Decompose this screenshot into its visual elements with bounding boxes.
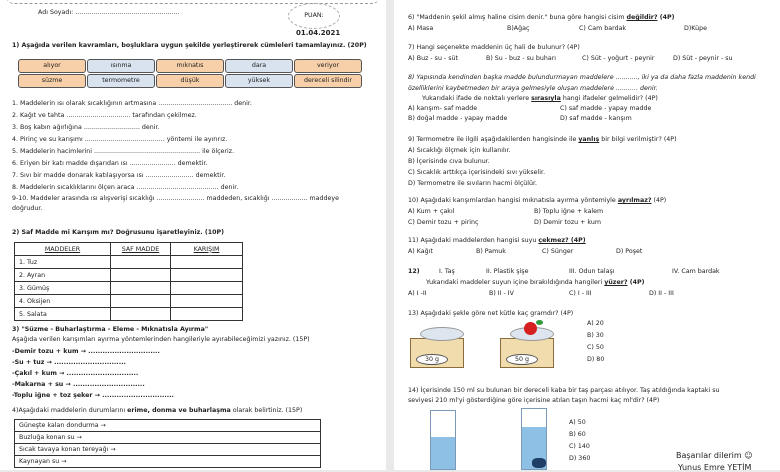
q11-question — [408, 237, 586, 244]
answer-option: C) Demir tozu + pirinç — [408, 219, 479, 226]
answer-option: A) Kum + çakıl — [408, 208, 455, 215]
answer-option: A) I -II — [408, 290, 427, 297]
q9-key: yanlış — [578, 136, 600, 143]
q10-question — [408, 197, 666, 204]
q3-item: -Toplu iğne + toz şeker → .............................. — [12, 392, 174, 399]
q4-title-post: olarak belirtiniz. (15P) — [230, 407, 303, 414]
q11-text: 11) Aşağıdaki maddelerden hangisi suyu — [408, 237, 539, 244]
answer-option: B) 30 — [587, 332, 604, 339]
q11-key: çekmez? (4P) — [538, 237, 586, 244]
substance-cell: 3. Gümüş — [15, 282, 111, 295]
q3-subtitle: Aşağıda verilen karışımları ayırma yöntemlerinden hangileriyle ayırabileceğimizi yazınız. (15P) — [12, 336, 310, 343]
substance-cell: 2. Ayran — [15, 269, 111, 282]
answer-option: B)Ağaç — [507, 25, 530, 32]
answer-option: D) Süt - peynir - su — [673, 55, 733, 62]
checkbox-cell[interactable] — [171, 295, 243, 308]
checkbox-cell[interactable] — [111, 282, 171, 295]
q13-question: 13) Aşağıdaki şekle göre net kütle kaç gramdır? (4P) — [408, 310, 574, 317]
answer-option: C) Sıcaklık arttıkça içerisindeki sıvı yükselir. — [408, 169, 546, 176]
q4-table — [14, 419, 321, 468]
q14-line2: seviyesi 210 ml'yi gösterdiğine göre içerisine atılan taşın hacmi kaç ml'dir? (4P) — [408, 397, 660, 404]
apple-icon — [524, 322, 537, 335]
answer-option: A) Kağıt — [408, 248, 433, 255]
right-page — [394, 0, 780, 470]
q1-item: doğrudur. — [12, 205, 43, 212]
q9-points: bir bilgi verilmiştir? (4P) — [599, 136, 677, 143]
q6-question — [408, 14, 674, 21]
q8-line2: özelliklerini kaybetmeden bir araya gelmesiyle oluşan maddelere ........... denir. — [408, 85, 658, 92]
q1-item: 2. Kağıt ve tahta ................................ tarafından çekilmez. — [12, 112, 197, 119]
q1-item: 4. Pirinç ve su karışımı ........................................ yöntemi ile ayırırız. — [12, 136, 228, 143]
answer-option: D) Termometre ile sıvıların hacmi ölçülür. — [408, 180, 538, 187]
answer-option: B) doğal madde - yapay madde — [408, 115, 508, 122]
scale-reading: 30 g — [416, 354, 448, 365]
q1-item: 8. Maddelerin sıcaklıklarını ölçen araca ......................................... denir. — [12, 184, 239, 191]
stone-icon — [532, 458, 546, 468]
q12-item: II. Plastik şişe — [486, 268, 529, 275]
substance-cell: 5. Salata — [15, 308, 111, 321]
q12-text: Yukarıdaki maddeler suyun içine bırakıldığında hangileri — [426, 279, 605, 286]
answer-option: C) saf madde - yapay madde — [560, 105, 652, 112]
answer-option: D) Demir tozu + kum — [534, 219, 601, 226]
q8-text: Yukarıdaki ifade de noktalı yerlere — [422, 95, 532, 102]
exam-date: 01.04.2021 — [296, 29, 341, 37]
q12-item: 12) — [408, 268, 420, 275]
q6-key: değildir? — [626, 14, 658, 21]
state-cell: Sıcak tavaya konan tereyağı → — [15, 444, 321, 456]
checkbox-cell[interactable] — [171, 308, 243, 321]
col-header: SAF MADDE — [111, 243, 171, 256]
score-label: PUAN: — [304, 12, 324, 19]
word-chip: termometre — [87, 74, 155, 88]
q10-text: 10) Aşağıdaki karışımlardan hangisi mıknatısla ayırma yöntemiyle — [408, 197, 618, 204]
answer-option: D) saf madde - karışım — [560, 115, 632, 122]
q12-points: (4P) — [627, 279, 645, 286]
q6-points: (4P) — [657, 14, 675, 21]
answer-option: A) 20 — [587, 320, 604, 327]
answer-option: B) Toplu iğne + kalem — [534, 208, 604, 215]
word-chip: alıyor — [18, 59, 86, 73]
scale-reading: 50 g — [506, 354, 538, 365]
checkbox-cell[interactable] — [171, 269, 243, 282]
answer-option: C) I - III — [569, 290, 592, 297]
checkbox-cell[interactable] — [111, 256, 171, 269]
q12-item: I. Taş — [439, 268, 455, 275]
answer-option: D) 360 — [569, 455, 591, 462]
table-row — [15, 308, 243, 321]
answer-option: A) Masa — [408, 25, 434, 32]
table-row — [15, 269, 243, 282]
q12-item: III. Odun talaşı — [569, 268, 615, 275]
q4-title-bold: erime, donma ve buharlaşma — [127, 407, 231, 414]
word-chip: mıknatıs — [156, 59, 224, 73]
table-row — [15, 295, 243, 308]
checkbox-cell[interactable] — [171, 282, 243, 295]
q3-title: 3) "Süzme - Buharlaştırma - Eleme - Mıknatısla Ayırma" — [12, 326, 209, 333]
q1-item: 5. Maddelerin hacimlerini ..................................................... ile ölçeriz. — [12, 148, 235, 155]
substance-cell: 1. Tuz — [15, 256, 111, 269]
q2-table — [14, 242, 243, 321]
q10-key: ayrılmaz? — [617, 197, 652, 204]
q4-title — [12, 407, 302, 414]
state-cell: Güneşte kalan dondurma → — [15, 420, 321, 432]
answer-option: C) 140 — [569, 443, 590, 450]
word-chip: dara — [225, 59, 293, 73]
q12-key: yüzer? — [604, 279, 628, 286]
answer-option: A) 50 — [569, 419, 586, 426]
q8-question — [422, 95, 658, 102]
answer-option: C) 50 — [587, 344, 604, 351]
checkbox-cell[interactable] — [111, 308, 171, 321]
checkbox-cell[interactable] — [111, 269, 171, 282]
q8-line1: 8) Yapısında kendinden başka madde bulundurmayan maddelere ..........., iki ya da daha fazla maddenin kendi — [408, 74, 756, 81]
answer-option: B) Su - buz - su buharı — [486, 55, 557, 62]
answer-option: C) Süt - yoğurt - peynir — [582, 55, 655, 62]
word-chip: ısınma — [87, 59, 155, 73]
q8-points: hangi ifadeler gelmelidir? (4P) — [560, 95, 658, 102]
q9-question — [408, 136, 677, 143]
answer-option: B) İçerisinde cıva bulunur. — [408, 158, 490, 165]
q12-item: IV. Cam bardak — [672, 268, 720, 275]
answer-option: C) Cam bardak — [579, 25, 627, 32]
score-box — [288, 3, 340, 29]
checkbox-cell[interactable] — [111, 295, 171, 308]
q1-item: 7. Sıvı bir madde donarak katılaşıyorsa ısı ........................ demektir. — [12, 172, 226, 179]
answer-option: D) II - III — [649, 290, 674, 297]
q3-item: -Makarna + su → .............................. — [12, 381, 145, 388]
state-cell: Kaynayan su → — [15, 456, 321, 468]
table-row — [15, 420, 321, 432]
table-row — [15, 282, 243, 295]
q3-item: -Demir tozu + kum → .............................. — [12, 348, 160, 355]
col-header: MADDELER — [15, 243, 111, 256]
answer-option: A) Sıcaklığı ölçmek için kullanılır. — [408, 147, 511, 154]
answer-option: B) II - IV — [489, 290, 514, 297]
substance-cell: 4. Oksijen — [15, 295, 111, 308]
q3-item: -Su + tuz → .............................. — [12, 359, 126, 366]
q1-item: 1. Maddelerin ısı olarak sıcaklığının artmasına ..................................... denir. — [12, 100, 252, 107]
answer-option: A) karışım- saf madde — [408, 105, 478, 112]
name-field: Adı Soyadı: .................................................... — [38, 9, 180, 16]
q12-question — [426, 279, 644, 286]
q2-title: 2) Saf Madde mi Karışım mı? Doğrusunu işaretleyiniz. (10P) — [12, 229, 224, 236]
q10-points: (4P) — [651, 197, 667, 204]
answer-option: B) 60 — [569, 431, 586, 438]
word-chip: veriyor — [294, 59, 362, 73]
answer-option: A) Buz - su - süt — [408, 55, 458, 62]
table-row — [15, 432, 321, 444]
q4-title-pre: 4)Aşağıdaki maddelerin durumlarını — [12, 407, 128, 414]
cylinder-before-icon — [430, 410, 456, 470]
word-bank — [18, 59, 362, 88]
table-row — [15, 456, 321, 468]
q8-key: sırasıyla — [531, 95, 561, 102]
answer-option: D)Küpe — [684, 25, 707, 32]
q6-text: 6) "Maddenin şekil almış haline cisim denir." buna göre hangisi cisim — [408, 14, 627, 21]
q9-text: 9) Termometre ile ilgili aşağıdakilerden hangisinde ile — [408, 136, 579, 143]
word-chip: süzme — [18, 74, 86, 88]
q1-title: 1) Aşağıda verilen kavramları, boşluklara uygun şekilde yerleştirerek cümleleri tamamlayınız. (20P) — [12, 42, 367, 49]
table-row — [15, 256, 243, 269]
word-chip: dereceli silindir — [294, 74, 362, 88]
checkbox-cell[interactable] — [171, 256, 243, 269]
q3-item: -Çakıl + kum → .............................. — [12, 370, 139, 377]
q7-question: 7) Hangi seçenekte maddenin üç hali de bulunur? (4P) — [408, 44, 580, 51]
state-cell: Buzluğa konan su → — [15, 432, 321, 444]
q1-item: 6. Eriyen bir katı madde dışarıdan ısı ....................... demektir. — [12, 160, 208, 167]
author-name: Yunus Emre YETİM — [678, 463, 752, 472]
q1-item: 3. Boş kabın ağırlığına ............................ denir. — [12, 124, 160, 131]
q1-item: 9-10. Maddeler arasında ısı alışverişi sıcaklığı ........................ maddeden, sıcaklığı .................. maddeye — [12, 195, 339, 202]
wish-text: Başarılar dilerim ☺ — [676, 451, 753, 460]
word-chip: düşük — [156, 74, 224, 88]
word-chip: yüksek — [225, 74, 293, 88]
q14-line1: 14) İçerisinde 150 ml su bulunan bir dereceli kaba bir taş parçası atılıyor. Taş atıldığında kaptaki su — [408, 387, 720, 394]
col-header: KARIŞIM — [171, 243, 243, 256]
answer-option: D) Poşet — [616, 248, 643, 255]
answer-option: B) Pamuk — [476, 248, 506, 255]
left-page — [0, 0, 386, 470]
leaf-icon — [536, 320, 543, 325]
answer-option: D) 80 — [587, 356, 605, 363]
table-row — [15, 444, 321, 456]
answer-option: C) Sünger — [542, 248, 574, 255]
